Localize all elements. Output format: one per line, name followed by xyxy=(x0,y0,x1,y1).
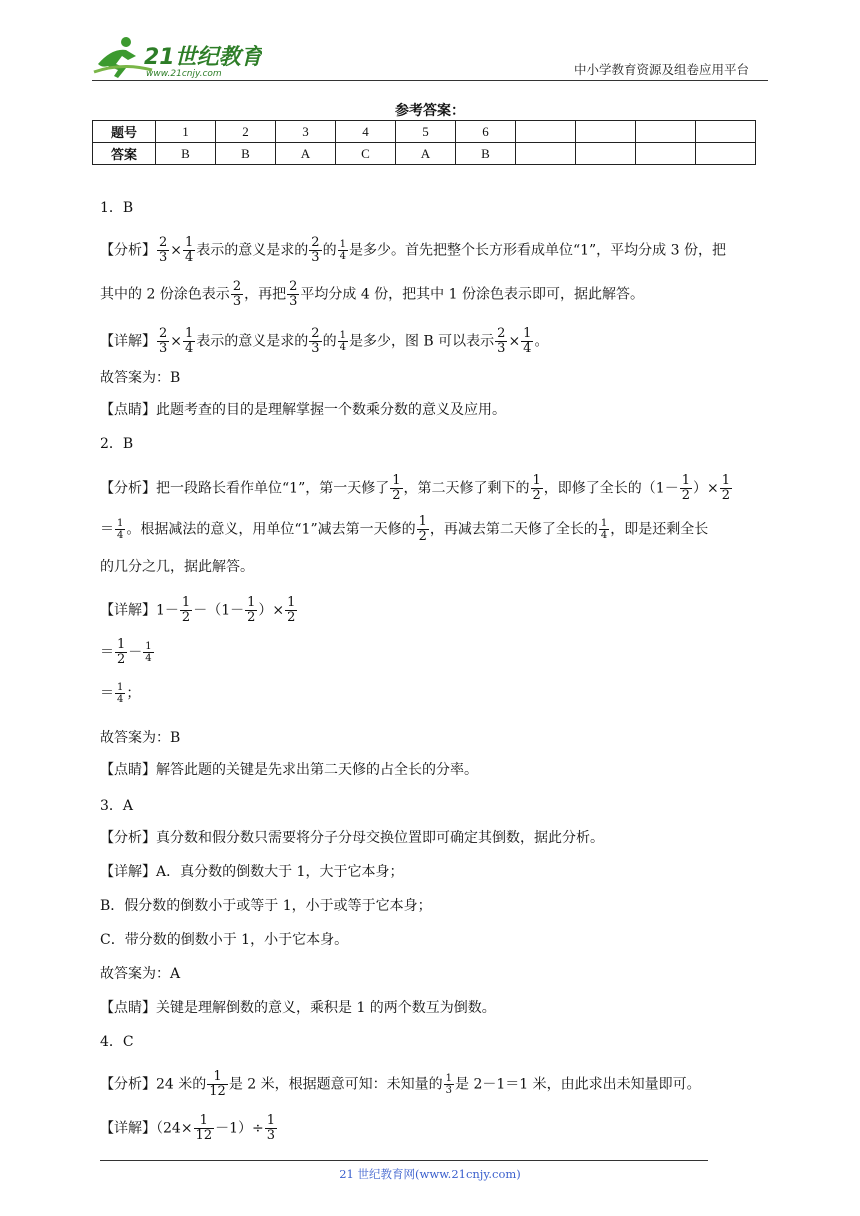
table-cell xyxy=(636,121,696,143)
table-cell: 1 xyxy=(156,121,216,143)
table-cell: 4 xyxy=(336,121,396,143)
q3-detail-line2: B．假分数的倒数小于或等于 1，小于或等于它本身； xyxy=(100,898,432,914)
q2-heading: 2．B xyxy=(100,436,134,452)
answer-table xyxy=(92,120,756,165)
detail-label: 【详解】 xyxy=(100,864,156,880)
fraction: $\frac{2}{3}$ xyxy=(159,326,168,356)
fraction: $\frac{1}{12}$ xyxy=(209,1069,226,1099)
site-logo[interactable] xyxy=(92,34,262,82)
fraction: $\frac{2}{3}$ xyxy=(311,235,320,265)
q2-point: 【点睛】解答此题的关键是先求出第二天修的占全长的分率。 xyxy=(100,762,478,778)
point-label: 【点睛】 xyxy=(100,762,156,778)
table-cell: B xyxy=(456,143,516,165)
q3-analysis: 【分析】真分数和假分数只需要将分子分母交换位置即可确定其倒数，据此分析。 xyxy=(100,830,604,846)
fraction: $\frac{1}{2}$ xyxy=(247,595,256,625)
q1-detail: 【详解】 $\frac{2}{3}$ × $\frac{1}{4}$ 表示的意义是求的 $\frac{2}{3}$ 的 $\frac{1}{4}$ 是多少，图 B 可以表示 $\frac{2}{3}$ × $\frac{1}{4}$ 。 xyxy=(100,326,549,356)
fraction: $\frac{1}{4}$ xyxy=(117,518,124,541)
fraction: $\frac{2}{3}$ xyxy=(159,235,168,265)
fraction: $\frac{1}{4}$ xyxy=(600,518,608,541)
table-cell: 3 xyxy=(276,121,336,143)
fraction: $\frac{1}{2}$ xyxy=(287,595,296,625)
fraction: $\frac{1}{2}$ xyxy=(721,473,731,503)
q2-analysis-line1: 【分析】把一段路长看作单位“1”，第一天修了 $\frac{1}{2}$ ，第二天修了剩下的 $\frac{1}{2}$ ，即修了全长的（1－ $\frac{1}{2}$ ）× $\frac{1}{2}$ xyxy=(100,473,731,503)
table-cell: A xyxy=(276,143,336,165)
q2-analysis-line2: ＝ $\frac{1}{4}$ 。根据减法的意义，用单位“1”减去第一天修的 $\frac{1}{2}$ ，再减去第二天修了全长的 $\frac{1}{4}$ ，即是还剩全长 xyxy=(100,514,709,544)
table-cell: B xyxy=(216,143,276,165)
fraction: $\frac{1}{2}$ xyxy=(681,473,690,503)
fraction: $\frac{1}{2}$ xyxy=(418,514,427,544)
fraction: $\frac{1}{2}$ xyxy=(117,637,126,667)
table-cell xyxy=(636,143,696,165)
table-cell xyxy=(516,143,576,165)
svg-text:www.21cnjy.com: www.21cnjy.com xyxy=(146,69,222,79)
fraction: $\frac{1}{12}$ xyxy=(195,1113,213,1143)
q1-point: 【点睛】此题考查的目的是理解掌握一个数乘分数的意义及应用。 xyxy=(100,402,506,418)
fraction: $\frac{1}{4}$ xyxy=(185,235,194,265)
fraction: $\frac{1}{4}$ xyxy=(339,239,346,262)
table-cell: C xyxy=(336,143,396,165)
table-cell: B xyxy=(156,143,216,165)
svg-text:21世纪教育: 21世纪教育 xyxy=(144,45,262,70)
q1-analysis-line2: 其中的 2 份涂色表示 $\frac{2}{3}$ ，再把 $\frac{2}{3}$ 平均分成 4 份，把其中 1 份涂色表示即可，据此解答。 xyxy=(100,279,644,309)
detail-label: 【详解】 xyxy=(100,602,156,619)
q4-heading: 4．C xyxy=(100,1034,134,1050)
table-row xyxy=(93,143,756,165)
analysis-label: 【分析】 xyxy=(100,480,156,497)
q3-point: 【点睛】关键是理解倒数的意义，乘积是 1 的两个数互为倒数。 xyxy=(100,1000,496,1016)
table-cell xyxy=(516,121,576,143)
fraction: $\frac{1}{4}$ xyxy=(117,682,124,705)
q3-detail-line3: C．带分数的倒数小于 1，小于它本身。 xyxy=(100,932,349,948)
row-label-number: 题号 xyxy=(93,121,156,143)
fraction: $\frac{2}{3}$ xyxy=(497,326,506,356)
q4-detail: 【详解】（24× $\frac{1}{12}$ －1）÷ $\frac{1}{3}$ xyxy=(100,1113,276,1143)
point-label: 【点睛】 xyxy=(100,1000,156,1016)
detail-label: 【详解】 xyxy=(100,1120,156,1137)
table-cell: 5 xyxy=(396,121,456,143)
fraction: $\frac{1}{2}$ xyxy=(392,473,401,503)
table-cell: A xyxy=(396,143,456,165)
q3-answer: 故答案为：A xyxy=(100,966,181,982)
fraction: $\frac{1}{4}$ xyxy=(523,326,532,356)
q3-heading: 3．A xyxy=(100,798,134,814)
fraction: $\frac{2}{3}$ xyxy=(311,326,320,356)
q3-detail-line1: 【详解】A．真分数的倒数大于 1，大于它本身； xyxy=(100,864,404,880)
q2-detail-line3: ＝ $\frac{1}{4}$ ； xyxy=(100,682,141,705)
fraction: $\frac{1}{4}$ xyxy=(145,641,152,664)
analysis-label: 【分析】 xyxy=(100,242,156,259)
q2-detail-line1: 【详解】1－ $\frac{1}{2}$ －（1－ $\frac{1}{2}$ ）× $\frac{1}{2}$ xyxy=(100,595,296,625)
q2-detail-line2: ＝ $\frac{1}{2}$ － $\frac{1}{4}$ xyxy=(100,637,152,667)
fraction: $\frac{2}{3}$ xyxy=(289,279,298,309)
q4-analysis: 【分析】24 米的 $\frac{1}{12}$ 是 2 米，根据题意可知：未知量的 $\frac{1}{3}$ 是 2－1＝1 米，由此求出未知量即可。 xyxy=(100,1069,701,1099)
table-cell: 2 xyxy=(216,121,276,143)
table-cell xyxy=(696,143,756,165)
platform-name: 中小学教育资源及组卷应用平台 xyxy=(574,62,750,77)
analysis-label: 【分析】 xyxy=(100,1076,156,1093)
detail-label: 【详解】 xyxy=(100,333,156,350)
row-label-answer: 答案 xyxy=(93,143,156,165)
analysis-label: 【分析】 xyxy=(100,830,156,846)
fraction: $\frac{2}{3}$ xyxy=(232,279,242,309)
table-cell xyxy=(696,121,756,143)
point-label: 【点睛】 xyxy=(100,402,156,418)
header-divider xyxy=(92,80,768,81)
answer-title: 参考答案： xyxy=(395,103,465,119)
fraction: $\frac{1}{4}$ xyxy=(185,326,194,356)
table-cell: 6 xyxy=(456,121,516,143)
fraction: $\frac{1}{2}$ xyxy=(532,473,541,503)
table-row xyxy=(93,121,756,143)
table-cell xyxy=(576,121,636,143)
q1-heading: 1．B xyxy=(100,200,134,216)
q1-answer: 故答案为：B xyxy=(100,370,181,386)
footer-link[interactable]: 21 世纪教育网(www.21cnjy.com) xyxy=(339,1167,521,1181)
runner-logo-icon xyxy=(92,34,262,82)
q2-analysis-line3: 的几分之几，据此解答。 xyxy=(100,559,254,575)
table-cell xyxy=(576,143,636,165)
fraction: $\frac{1}{3}$ xyxy=(266,1113,276,1143)
q2-answer: 故答案为：B xyxy=(100,730,181,746)
fraction: $\frac{1}{2}$ xyxy=(181,595,191,625)
fraction: $\frac{1}{3}$ xyxy=(445,1073,452,1096)
fraction: $\frac{1}{4}$ xyxy=(339,330,346,353)
footer-divider xyxy=(100,1160,708,1161)
q1-analysis-line1: 【分析】 $\frac{2}{3}$ × $\frac{1}{4}$ 表示的意义是求的 $\frac{2}{3}$ 的 $\frac{1}{4}$ 是多少。首先把整个长方形看成单位“1”，平均分成 3 份，把 xyxy=(100,235,726,265)
